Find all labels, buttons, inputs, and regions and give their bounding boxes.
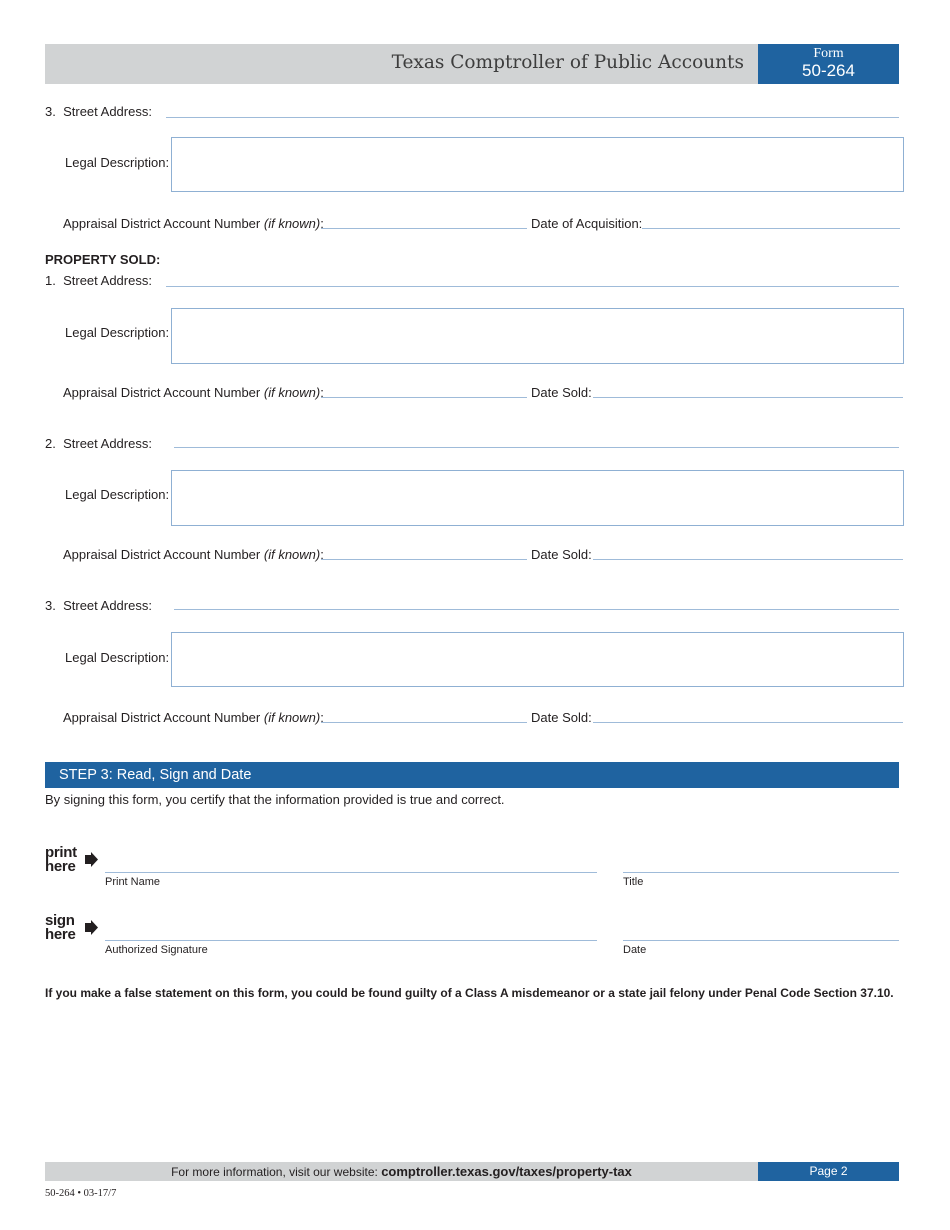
account-number-field-sold-2[interactable] (321, 559, 527, 560)
street-address-label-sold-3: 3. Street Address: (45, 598, 152, 613)
legal-description-label-acq-3: Legal Description: (65, 155, 170, 170)
agency-title: Texas Comptroller of Public Accounts (391, 52, 744, 73)
form-number: 50-264 (802, 61, 855, 80)
date-sold-field-3[interactable] (593, 722, 903, 723)
street-address-field-sold-1[interactable] (166, 286, 899, 287)
legal-description-label-sold-3: Legal Description: (65, 650, 170, 665)
date-of-acquisition-field[interactable] (642, 228, 900, 229)
form-revision: 50-264 • 03-17/7 (45, 1188, 117, 1199)
date-sold-field-2[interactable] (593, 559, 903, 560)
date-sold-label-2: Date Sold: (531, 547, 592, 562)
footer-bar (45, 1162, 758, 1181)
form-label: Form (813, 46, 844, 61)
legal-description-label-sold-2: Legal Description: (65, 487, 170, 502)
date-sold-field-1[interactable] (593, 397, 903, 398)
legal-description-field-sold-1[interactable] (171, 308, 904, 364)
header-bar (45, 44, 758, 84)
date-sold-label-1: Date Sold: (531, 385, 592, 400)
property-sold-heading: PROPERTY SOLD: (45, 252, 161, 267)
account-number-field-acq-3[interactable] (321, 228, 527, 229)
account-number-field-sold-1[interactable] (321, 397, 527, 398)
step3-title: STEP 3: Read, Sign and Date (59, 767, 252, 783)
print-here-badge: print here (45, 844, 77, 875)
website-link[interactable]: comptroller.texas.gov/taxes/property-tax (381, 1164, 632, 1179)
sign-here-badge: sign here (45, 912, 76, 943)
account-number-label-acq-3: Appraisal District Account Number (if known): (63, 216, 324, 231)
title-label: Title (623, 876, 644, 888)
footer-info: For more information, visit our website: comptroller.texas.gov/taxes/property-tax (171, 1164, 632, 1179)
page-number-box (758, 1162, 899, 1181)
date-label: Date (623, 944, 647, 956)
form-number-box (758, 44, 899, 84)
print-name-label: Print Name (105, 876, 161, 888)
sign-here-arrow-icon (85, 920, 98, 935)
signature-field[interactable] (105, 940, 597, 941)
legal-description-field-sold-2[interactable] (171, 470, 904, 526)
date-of-acquisition-label: Date of Acquisition: (531, 216, 643, 231)
street-address-field-sold-2[interactable] (174, 447, 899, 448)
account-number-label-sold-1: Appraisal District Account Number (if known): (63, 385, 324, 400)
street-address-label-sold-2: 2. Street Address: (45, 436, 152, 451)
street-address-label-acq-3: 3. Street Address: (45, 104, 152, 119)
account-number-label-sold-3: Appraisal District Account Number (if known): (63, 710, 324, 725)
date-field[interactable] (623, 940, 899, 941)
date-sold-label-3: Date Sold: (531, 710, 592, 725)
legal-description-field-sold-3[interactable] (171, 632, 904, 687)
legal-description-field-acq-3[interactable] (171, 137, 904, 192)
street-address-field-acq-3[interactable] (166, 117, 899, 118)
legal-description-label-sold-1: Legal Description: (65, 325, 170, 340)
print-name-field[interactable] (105, 872, 597, 873)
signature-label: Authorized Signature (105, 944, 208, 956)
title-field[interactable] (623, 872, 899, 873)
print-here-arrow-icon (85, 852, 98, 867)
account-number-label-sold-2: Appraisal District Account Number (if known): (63, 547, 324, 562)
false-statement-warning: If you make a false statement on this form, you could be found guilty of a Class A misdemeanor or a state jail felony under Penal Code Section 37.10. (45, 986, 894, 1000)
street-address-field-sold-3[interactable] (174, 609, 899, 610)
street-address-label-sold-1: 1. Street Address: (45, 273, 152, 288)
account-number-field-sold-3[interactable] (321, 722, 527, 723)
step3-header-bar (45, 762, 899, 788)
page-number: Page 2 (809, 1164, 848, 1178)
certify-statement: By signing this form, you certify that the information provided is true and correct. (45, 792, 505, 807)
